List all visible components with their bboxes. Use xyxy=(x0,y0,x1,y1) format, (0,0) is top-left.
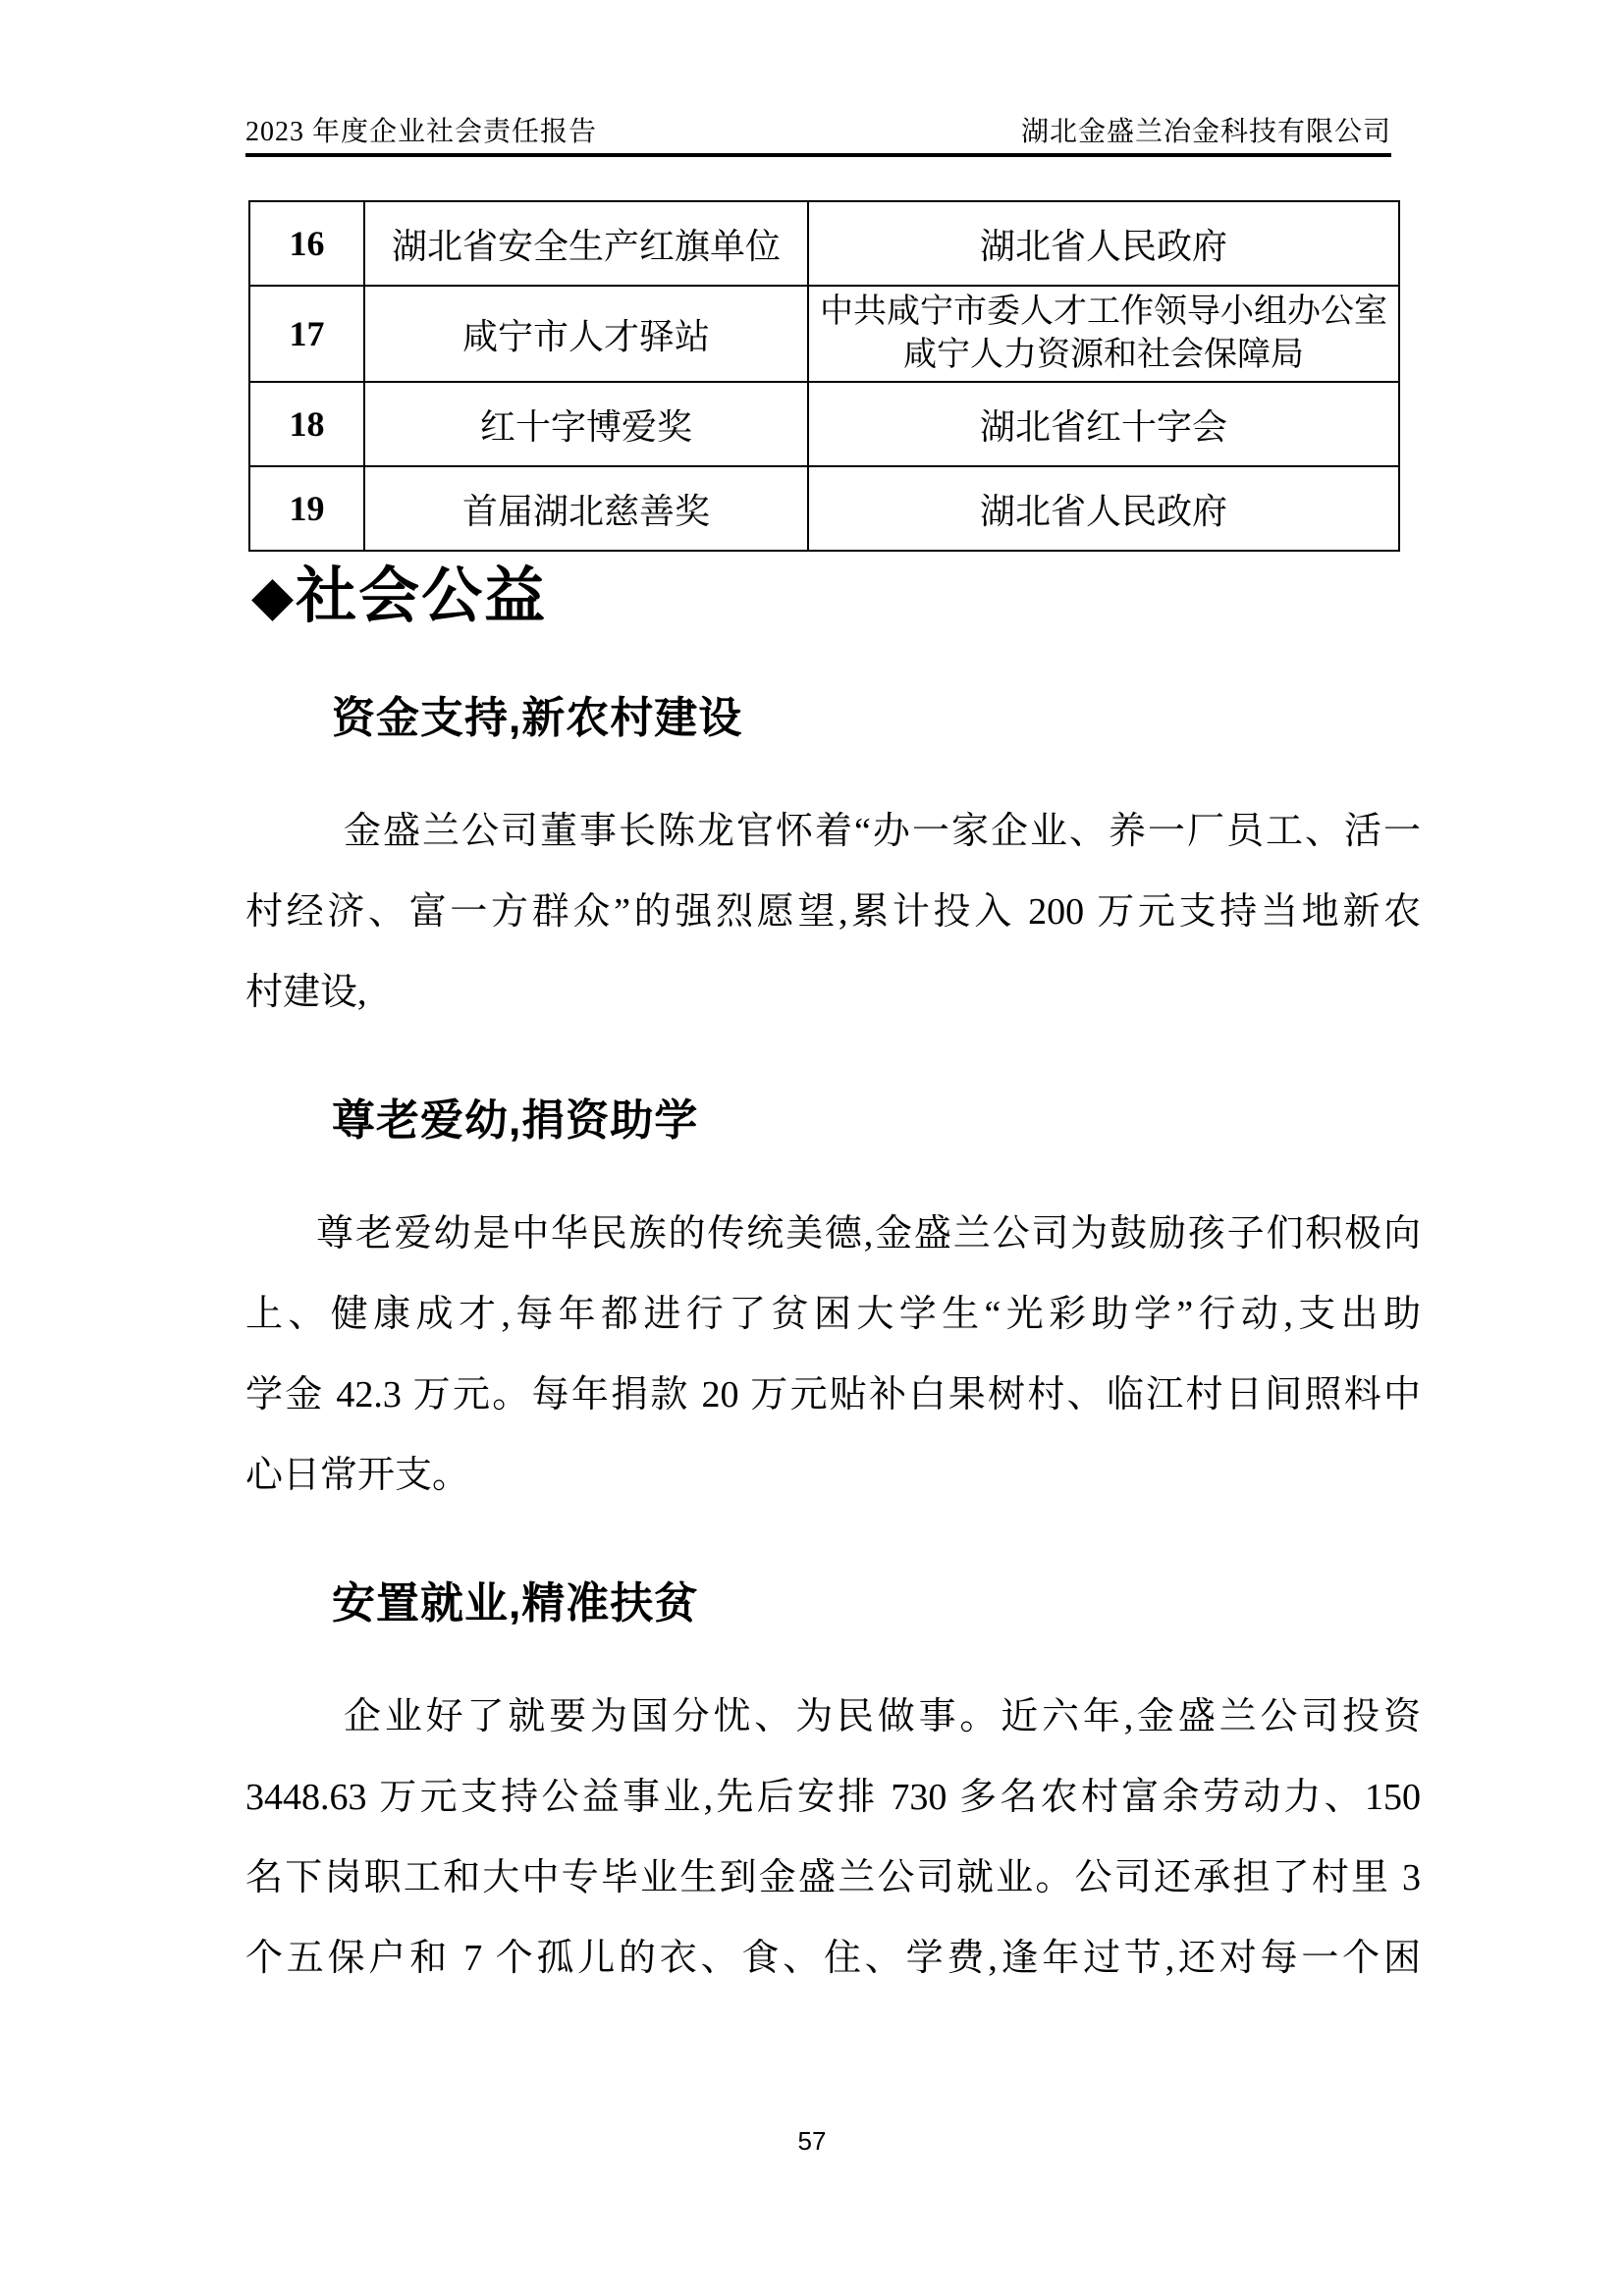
paragraph-line: 3448.63 万元支持公益事业,先后安排 730 多名农村富余劳动力、150 xyxy=(245,1777,1421,1818)
cell-row-number: 19 xyxy=(249,466,364,551)
issuer-line: 湖北省人民政府 xyxy=(979,226,1227,266)
page-header xyxy=(245,116,1391,149)
paragraph-line: 心日常开支。 xyxy=(245,1455,470,1496)
header-company-name: 湖北金盛兰冶金科技有限公司 xyxy=(1020,117,1391,147)
cell-issuer xyxy=(808,201,1399,286)
subsection-heading: 尊老爱幼,捐资助学 xyxy=(332,1096,699,1145)
paragraph xyxy=(245,1194,1421,1516)
cell-issuer xyxy=(808,466,1399,551)
table-row xyxy=(249,201,1399,286)
cell-award-name: 红十字博爱奖 xyxy=(364,382,808,466)
section-heading xyxy=(251,563,1421,630)
cell-award-name: 首届湖北慈善奖 xyxy=(364,466,808,551)
paragraph-line: 村建设, xyxy=(245,972,367,1013)
paragraph xyxy=(245,791,1421,1033)
table-row xyxy=(249,286,1399,382)
header-rule xyxy=(245,153,1391,157)
paragraph-line: 个五保户和 7 个孤儿的衣、食、住、学费,逢年过节,还对每一个困 xyxy=(245,1938,1421,1979)
paragraph xyxy=(245,1677,1421,1999)
issuer-line: 中共咸宁市委人才工作领导小组办公室 xyxy=(820,294,1387,330)
cell-issuer xyxy=(808,286,1399,382)
paragraph-line: 企业好了就要为国分忧、为民做事。近六年,金盛兰公司投资 xyxy=(344,1696,1421,1737)
header-report-title: 2023 年度企业社会责任报告 xyxy=(245,117,598,147)
subsection-heading: 资金支持,新农村建设 xyxy=(332,694,743,742)
issuer-line: 湖北省人民政府 xyxy=(979,491,1227,531)
paragraph-line: 金盛兰公司董事长陈龙官怀着“办一家企业、养一厂员工、活一 xyxy=(344,811,1421,852)
issuer-line: 湖北省红十字会 xyxy=(979,406,1227,447)
section-title: 社会公益 xyxy=(296,563,548,630)
subsection-heading: 安置就业,精准扶贫 xyxy=(332,1579,699,1628)
issuer-line: 咸宁人力资源和社会保障局 xyxy=(903,337,1304,373)
page-number: 57 xyxy=(797,2126,827,2156)
cell-row-number: 18 xyxy=(249,382,364,466)
table-row xyxy=(249,382,1399,466)
awards-table xyxy=(248,200,1400,552)
cell-row-number: 17 xyxy=(249,286,364,382)
paragraph-line: 名下岗职工和大中专毕业生到金盛兰公司就业。公司还承担了村里 3 xyxy=(245,1857,1421,1898)
table-row xyxy=(249,466,1399,551)
cell-award-name: 湖北省安全生产红旗单位 xyxy=(364,201,808,286)
cell-issuer xyxy=(808,382,1399,466)
paragraph-line: 上、健康成才,每年都进行了贫困大学生“光彩助学”行动,支出助 xyxy=(245,1294,1421,1335)
diamond-icon: ◆ xyxy=(251,564,297,628)
paragraph-line: 学金 42.3 万元。每年捐款 20 万元贴补白果树村、临江村日间照料中 xyxy=(245,1374,1421,1415)
paragraph-line: 尊老爱幼是中华民族的传统美德,金盛兰公司为鼓励孩子们积极向 xyxy=(316,1213,1421,1255)
cell-row-number: 16 xyxy=(249,201,364,286)
cell-award-name: 咸宁市人才驿站 xyxy=(364,286,808,382)
paragraph-line: 村经济、富一方群众”的强烈愿望,累计投入 200 万元支持当地新农 xyxy=(245,891,1421,933)
